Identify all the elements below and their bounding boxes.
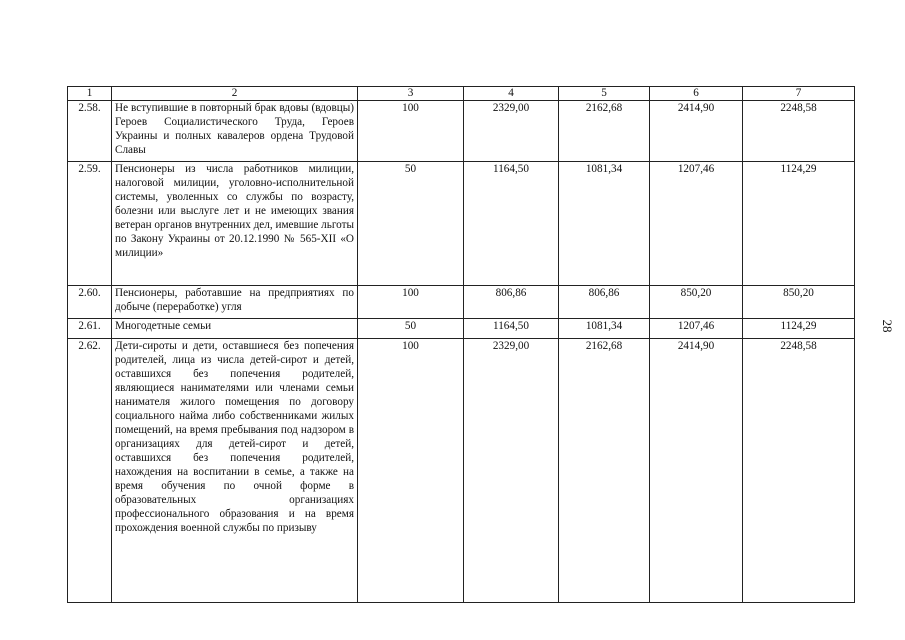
row-value-6: 1207,46 (650, 162, 743, 286)
row-value-7: 850,20 (743, 286, 855, 319)
table-row (68, 286, 855, 319)
row-percent: 100 (358, 339, 464, 603)
benefits-table (67, 86, 855, 603)
row-percent: 100 (358, 101, 464, 162)
header-cell: 1 (68, 87, 112, 101)
header-cell: 2 (112, 87, 358, 101)
row-description: Не вступившие в повторный брак вдовы (вдовцы) Героев Социалистического Труда, Героев Украины и полных кавалеров ордена Трудовой Славы (112, 101, 358, 162)
row-value-6: 850,20 (650, 286, 743, 319)
header-cell: 6 (650, 87, 743, 101)
row-value-4: 2329,00 (464, 339, 559, 603)
header-cell: 7 (743, 87, 855, 101)
row-value-7: 1124,29 (743, 319, 855, 339)
row-description: Многодетные семьи (112, 319, 358, 339)
table-row (68, 339, 855, 603)
row-value-6: 2414,90 (650, 339, 743, 603)
row-value-4: 1164,50 (464, 162, 559, 286)
table-row (68, 101, 855, 162)
row-value-5: 1081,34 (559, 319, 650, 339)
table-row (68, 162, 855, 286)
row-percent: 100 (358, 286, 464, 319)
header-cell: 3 (358, 87, 464, 101)
row-value-6: 2414,90 (650, 101, 743, 162)
row-value-7: 1124,29 (743, 162, 855, 286)
row-description: Пенсионеры из числа работников милиции, налоговой милиции, уголовно-исполнительной системы, уволенных со службы по возрасту, болезни или выслуге лет и не имеющих звания ветеран органов внутренних дел, имевшие льготы по Закону Украины от 20.12.1990 № 565-XII «О милиции» (112, 162, 358, 286)
row-number: 2.59. (68, 162, 112, 286)
row-value-7: 2248,58 (743, 339, 855, 603)
row-value-7: 2248,58 (743, 101, 855, 162)
row-value-5: 2162,68 (559, 101, 650, 162)
row-value-4: 1164,50 (464, 319, 559, 339)
row-number: 2.61. (68, 319, 112, 339)
row-value-5: 1081,34 (559, 162, 650, 286)
row-percent: 50 (358, 319, 464, 339)
header-cell: 4 (464, 87, 559, 101)
row-description: Дети-сироты и дети, оставшиеся без попечения родителей, лица из числа детей-сирот и детей, оставшихся без попечения родителей, являющиеся нанимателями или членами семьи нанимателя жилого помещения по договору социального найма либо собственниками жилых помещений, на время пребывания под надзором в организациях для детей-сирот и детей, оставшихся без попечения родителей, нахождения на воспитании в семье, а также на время обучения по очной форме в образовательных организациях профессионального образования и на время прохождения военной службы по призыву (112, 339, 358, 603)
row-value-5: 2162,68 (559, 339, 650, 603)
row-description: Пенсионеры, работавшие на предприятиях по добыче (переработке) угля (112, 286, 358, 319)
table-header-row (68, 87, 855, 101)
row-number: 2.58. (68, 101, 112, 162)
row-number: 2.62. (68, 339, 112, 603)
header-cell: 5 (559, 87, 650, 101)
table-row (68, 319, 855, 339)
row-value-4: 806,86 (464, 286, 559, 319)
row-value-4: 2329,00 (464, 101, 559, 162)
row-value-6: 1207,46 (650, 319, 743, 339)
row-number: 2.60. (68, 286, 112, 319)
page-number: 28 (880, 319, 895, 333)
row-percent: 50 (358, 162, 464, 286)
row-value-5: 806,86 (559, 286, 650, 319)
